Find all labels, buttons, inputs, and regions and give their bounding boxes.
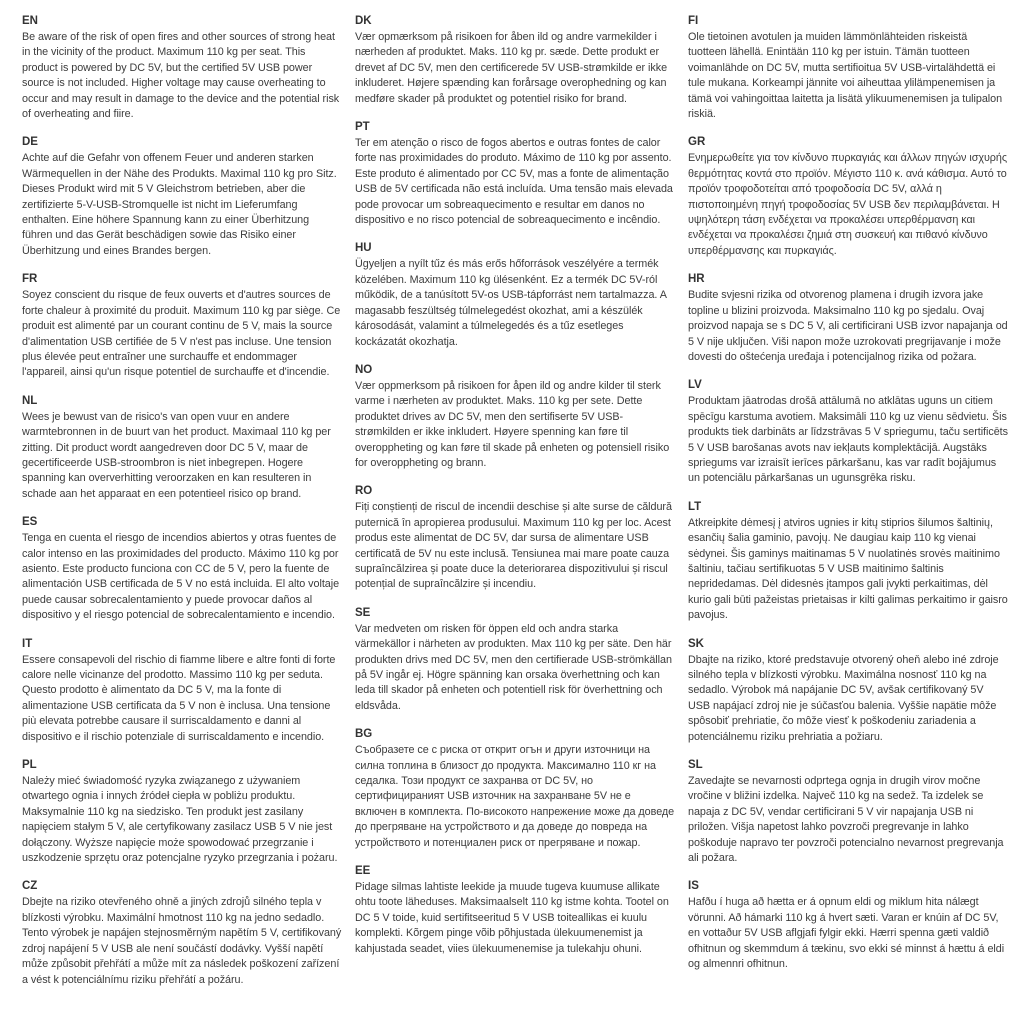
section-hr — [688, 272, 1008, 365]
safety-text-nl: Wees je bewust van de risico's van open vuur en andere warmtebronnen in de buurt van het product. Maximaal 110 kg per zitting. Dit product wordt aangedreven door DC 5 V, maar de gecertificeerde USB-stroombron is niet inbegrepen. Hogere spanning kan oververhitting veroorzaken en kan resulteren in schade aan het apparaat en een potentieel risico op brand. — [22, 410, 331, 500]
column-3 — [688, 14, 1008, 1001]
section-nl — [22, 394, 342, 502]
language-code-no: NO — [355, 363, 373, 376]
safety-text-pl: Należy mieć świadomość ryzyka związanego z używaniem otwartego ognia i innych źródeł ciepła w pobliżu produktu. Maksymalnie 110 kg na siedzisko. Ten produkt jest zasilany napięciem stałym 5 V, ale certyfikowany zasilacz USB 5 V nie jest dołączony. Wyższe napięcie może spowodować przegrzanie i uszkodzenie sprzętu oraz potencjalne ryzyko przegrzania i pożaru. — [22, 775, 338, 865]
section-hu — [355, 241, 675, 349]
language-code-is: IS — [688, 880, 699, 893]
language-code-sk: SK — [688, 637, 704, 650]
safety-text-cz: Dbejte na riziko otevřeného ohně a jiných zdrojů silného tepla v blízkosti výrobku. Maximální hmotnost 110 kg na jedno sedadlo. Tento výrobek je napájen stejnosměrným napětím 5 V, certifikovaný zdroj napájení 5 V USB ale není součástí dodávky. Vyšší napětí může způsobit přehřátí a může mít za následek poškození zařízení a vést k potenciálnímu riziku přehřátí a požáru. — [22, 896, 342, 986]
safety-text-it: Essere consapevoli del rischio di fiamme libere e altre fonti di forte calore nelle vicinanze del prodotto. Massimo 110 kg per seduta. Questo prodotto è alimentato da DC 5 V, ma la fonte di alimentazione USB certificata da 5 V non è inclusa. Una tensione più elevata potrebbe causare il surriscaldamento e danni al dispositivo e il rischio potenziale di surriscaldamento e incendio. — [22, 653, 336, 743]
safety-text-en: Be aware of the risk of open fires and other sources of strong heat in the vicinity of the product. Maximum 110 kg per seat. This product is powered by DC 5V, but the certified 5V USB power source is not included. Higher voltage may cause overheating to occur and may result in damage to the device and the potential risk of overheating and fiire. — [22, 31, 340, 121]
safety-text-gr: Ενημερωθείτε για τον κίνδυνο πυρκαγιάς και άλλων πηγών ισχυρής θερμότητας κοντά στο προϊόν. Μέγιστο 110 κ. ανά κάθισμα. Αυτό το προϊόν τροφοδοτείται από τροφοδοσία DC 5V, αλλά η πιστοποιημένη πηγή τροφοδοσίας 5V USB δεν περιλαμβάνεται. Η υψηλότερη τάση ενδέχεται να προκαλέσει υπερθέρμανση και ενδέχεται να προκαλέσει ζημιά στη συσκευή και πιθανό κίνδυνο υπερθέρμανσης και πυρκαγιάς. — [688, 152, 1007, 257]
language-code-fr: FR — [22, 273, 38, 286]
language-code-bg: BG — [355, 728, 373, 741]
section-fr — [22, 272, 342, 380]
language-code-pt: PT — [355, 121, 370, 134]
safety-text-ro: Fiți conștienți de riscul de incendii deschise și alte surse de căldură puternică în apropierea produsului. Maximum 110 kg per loc. Acest produs este alimentat de DC 5V, dar sursa de alimentare USB certificată de 5V nu este inclusă. Tensiunea mai mare poate cauza supraîncălzirea și poate duce la deteriorarea dispozitivului și riscul potențial de supraîncălzire și incendiu. — [355, 501, 672, 591]
safety-text-lt: Atkreipkite dėmesį į atviros ugnies ir kitų stiprios šilumos šaltinių, esančių šalia gaminio, pavojų. Ne daugiau kaip 110 kg vienai sėdynei. Šis gaminys maitinamas 5 V nuolatinės srovės maitinimo šaltiniu, tačiau sertifikuotas 5 V USB maitinimo šaltinis nepridedamas. Dėl didesnės įtampos gali įvykti perkaitimas, dėl kurio gali būti pažeistas prietaisas ir kilti galimas perkaitimo ir gaisro pavojus. — [688, 516, 1008, 622]
language-code-gr: GR — [688, 136, 706, 149]
language-code-se: SE — [355, 606, 371, 619]
language-code-nl: NL — [22, 394, 38, 407]
safety-text-fr: Soyez conscient du risque de feux ouverts et d'autres sources de forte chaleur à proximité du produit. Maximum 110 kg par siège. Ce produit est alimenté par un courant continu de 5 V, mais la source d'alimentation USB certifiée de 5 V n'est pas incluse. Une tension plus élevée peut entraîner une surchauffe et endommager l'appareil, ainsi qu'un risque potentiel de surchauffe et d'incendie. — [22, 289, 341, 379]
language-code-dk: DK — [355, 15, 372, 27]
safety-text-fi: Ole tietoinen avotulen ja muiden lämmönlähteiden riskeistä tuotteen lähellä. Enintään 110 kg per istuin. Tämän tuotteen voimanlähde on DC 5V, mutta sertifioitua 5V USB-virtalähdettä ei tule mukana. Korkeampi jännite voi aiheuttaa ylilämpenemisen ja tämä voi vahingoittaa laitetta ja lisätä ylikuumenemisen ja tulipalon riskiä. — [688, 31, 1003, 121]
safety-text-bg: Съобразете се с риска от открит огън и други източници на силна топлина в близост до продукта. Максимално 110 кг на седалка. Този продукт се захранва от DC 5V, но сертифицираният USB източник на захранване 5V не е включен в комплекта. По-високото напрежение може да доведе до прегряване на устройството и да доведе до повреда на устройството и потенциален риск от прегряване и пожар. — [355, 744, 675, 849]
language-code-de: DE — [22, 136, 38, 149]
safety-text-pt: Ter em atenção o risco de fogos abertos e outras fontes de calor forte nas proximidades do produto. Máximo de 110 kg por assento. Este produto é alimentado por CC 5V, mas a fonte de alimentação USB de 5V certificada não está incluída. Uma tensão mais elevada pode provocar um sobreaquecimento e resultar em danos no dispositivo e no risco potencial de sobreaquecimento e incêndio. — [355, 137, 673, 227]
section-fi — [688, 14, 1008, 122]
language-code-sl: SL — [688, 759, 703, 772]
safety-text-hr: Budite svjesni rizika od otvorenog plamena i drugih izvora jake topline u blizini proizvoda. Maksimalno 110 kg po sjedalu. Ovaj proizvod napaja se s DC 5 V, ali certificirani USB izvor napajanja od 5 V nije uključen. Viši napon može uzrokovati pregrijavanje i može dovesti do oštećenja uređaja i potencijalnog rizika od požara. — [688, 289, 1008, 363]
language-code-lv: LV — [688, 379, 702, 392]
section-sk — [688, 637, 1008, 745]
section-dk — [355, 14, 675, 107]
language-code-ro: RO — [355, 485, 373, 498]
section-lt — [688, 500, 1008, 624]
safety-text-se: Var medveten om risken för öppen eld och andra starka värmekällor i närheten av produkten. Max 110 kg per säte. Den här produkten drivs med DC 5V, men den certifierade USB-strömkällan på 5V ingår ej. Högre spänning kan orsaka överhettning och kan leda till skador på enheten och potentiell risk för överhettning och eldsvåda. — [355, 622, 672, 712]
language-code-en: EN — [22, 15, 38, 27]
section-bg — [355, 727, 675, 851]
section-is — [688, 879, 1008, 972]
section-ro — [355, 484, 675, 592]
section-cz — [22, 879, 342, 987]
column-2 — [355, 14, 675, 1001]
safety-text-lv: Produktam jāatrodas drošā attālumā no atklātas uguns un citiem spēcīgu karstuma avotiem. Maksimāli 110 kg uz vienu sēdvietu. Šis produkts tiek darbināts ar līdzstrāvas 5 V spriegumu, taču sertificēts 5 V USB barošanas avots nav iekļauts komplektācijā. Augstāks spriegums var izraisīt ierīces pārkaršanu, kas var radīt bojājumus un potenciālu pārkaršanas un ugunsgrēka risku. — [688, 395, 1008, 485]
section-ee — [355, 864, 675, 957]
section-sl — [688, 758, 1008, 866]
safety-text-de: Achte auf die Gefahr von offenem Feuer und anderen starken Wärmequellen in der Nähe des Produkts. Maximal 110 kg pro Sitz. Dieses Produkt wird mit 5 V Gleichstrom betrieben, aber die zertifizierte 5-V-USB-Stromquelle ist nicht im Lieferumfang enthalten. Eine höhere Spannung kann zu einer Überhitzung führen und das Gerät beschädigen sowie das Risiko einer Überhitzung und eines Brandes bergen. — [22, 152, 337, 257]
language-code-fi: FI — [688, 15, 699, 27]
safety-text-es: Tenga en cuenta el riesgo de incendios abiertos y otras fuentes de calor intenso en las proximidades del producto. Máximo 110 kg por asiento. Este producto funciona con CC de 5 V, pero la fuente de alimentación USB certificada de 5 V no está incluida. El alto voltaje puede causar sobrecalentamiento y puede provocar daños al dispositivo y el riesgo potencial de sobrecalentamiento e incendio. — [22, 532, 340, 622]
language-code-hu: HU — [355, 242, 372, 255]
language-code-hr: HR — [688, 273, 705, 286]
section-en — [22, 14, 342, 122]
section-lv — [688, 378, 1008, 486]
safety-text-sk: Dbajte na riziko, ktoré predstavuje otvorený oheň alebo iné zdroje silného tepla v blízkosti výrobku. Maximálna nosnosť 110 kg na sedadlo. Výrobok má napájanie DC 5V, avšak certifikovaný 5V USB napájací zdroj nie je súčasťou balenia. Vyššie napätie môže spôsobiť prehriatie, čo môže viesť k poškodeniu zariadenia a potenciálnemu riziku prehriatia a požiaru. — [688, 653, 999, 743]
section-pl — [22, 758, 342, 866]
safety-text-dk: Vær opmærksom på risikoen for åben ild og andre varmekilder i nærheden af produktet. Maks. 110 kg pr. sæde. Dette produkt er drevet af DC 5V, men den certificerede 5V USB-strømkilde er ikke inkluderet. Højere spænding kan forårsage overophedning og kan medføre skader på produktet og potentiel risiko for brand. — [355, 31, 668, 105]
section-es — [22, 515, 342, 623]
language-code-cz: CZ — [22, 880, 38, 893]
language-code-pl: PL — [22, 759, 37, 772]
safety-text-no: Vær oppmerksom på risikoen for åpen ild og andre kilder til sterk varme i nærheten av produktet. Maks. 110 kg per sete. Dette produktet drives av DC 5V, men den sertifiserte 5V USB-strømkilden er ikke inkludert. Høyere spenning kan føre til overoppheting og kan føre til skade på enheten og potensiell risiko for overoppheting og brann. — [355, 379, 670, 469]
section-de — [22, 135, 342, 259]
language-code-es: ES — [22, 516, 38, 529]
language-code-it: IT — [22, 637, 33, 650]
section-gr — [688, 135, 1008, 259]
safety-text-is: Hafðu í huga að hætta er á opnum eldi og miklum hita nálægt vörunni. Að hámarki 110 kg á hvert sæti. Varan er knúin af DC 5V, en vottaður 5V USB aflgjafi fylgir ekki. Hærri spenna gæti valdið ofhitnun og skemmdum á tækinu, svo ekki sé minnst á hættu á eldi og almennri ofhitnun. — [688, 896, 1005, 971]
safety-text-ee: Pidage silmas lahtiste leekide ja muude tugeva kuumuse allikate ohtu toote läheduses. Maksimaalselt 110 kg istme kohta. Tootel on DC 5 V toide, kuid sertifitseeritud 5 V USB toiteallikas ei kuulu komplekti. Kõrgem pinge võib põhjustada ülekuumenemist ja kahjustada seadet, viies ülekuumenemise ja tulekahju ohuni. — [355, 881, 669, 955]
safety-text-sl: Zavedajte se nevarnosti odprtega ognja in drugih virov močne vročine v bližini izdelka. Največ 110 kg na sedež. Ta izdelek se napaja z DC 5V, vendar certificirani 5 V vir napajanja USB ni priložen. Višja napetost lahko povzroči pregrevanje in lahko poškoduje napravo ter povzroči potencialno nevarnost pregrevanja ali požara. — [688, 775, 1004, 865]
section-se — [355, 606, 675, 714]
safety-text-hu: Ügyeljen a nyílt tűz és más erős hőforrások veszélyére a termék közelében. Maximum 110 kg ülésenként. Ez a termék DC 5V-ról működik, de a tanúsított 5V-os USB-tápforrást nem tartalmazza. A magasabb feszültség túlmelegedést okozhat, ami a készülék károsodását, valamint a túlmelegedés és a tűz esetleges kockázatát okozhatja. — [355, 258, 667, 348]
section-it — [22, 637, 342, 745]
language-code-ee: EE — [355, 865, 371, 878]
language-code-lt: LT — [688, 500, 702, 513]
column-1 — [22, 14, 342, 1001]
section-pt — [355, 120, 675, 228]
section-no — [355, 363, 675, 471]
